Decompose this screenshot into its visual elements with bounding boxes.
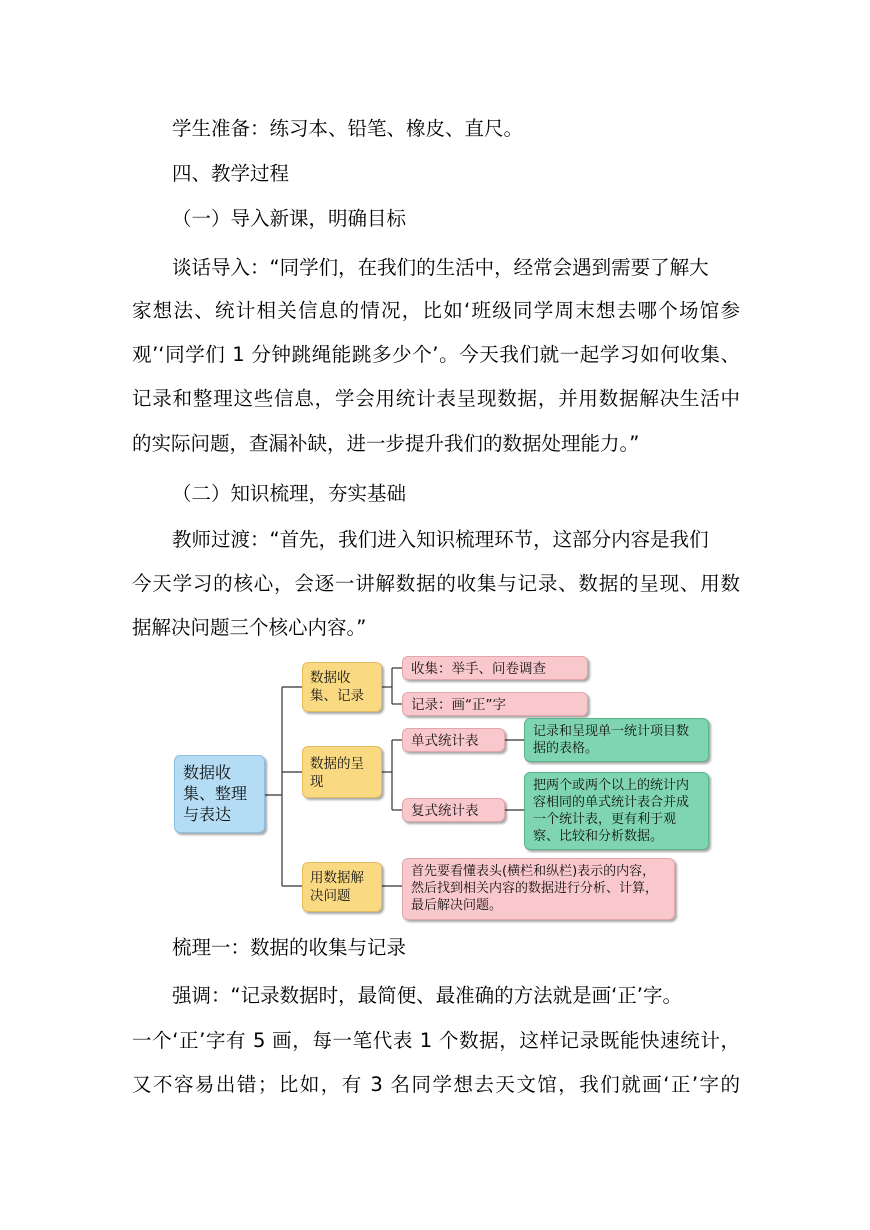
leaf-node-single-table	[402, 728, 505, 752]
branch-node-presentation	[302, 746, 382, 798]
section-heading-teaching-process: 四、教学过程	[172, 162, 290, 185]
emphasis-paragraph-line-1: 强调：“记录数据时，最简便、最准确的方法就是画‘正’字。	[172, 984, 682, 1007]
intro-paragraph-line-1: 谈话导入：“同学们，在我们的生活中，经常会遇到需要了解大	[172, 256, 709, 279]
knowledge-mind-map	[172, 654, 712, 926]
branch-node-problem-solving-label: 用数据解决问题	[310, 870, 364, 904]
subheading-knowledge-review: （二）知识梳理，夯实基础	[172, 482, 407, 505]
branch-node-collection	[302, 662, 382, 712]
intro-paragraph-line-3: 观’‘同学们 1 分钟跳绳能跳多少个’。今天我们就一起学习如何收集、	[132, 343, 740, 366]
subheading-review-one: 梳理一：数据的收集与记录	[172, 936, 407, 959]
intro-paragraph-line-2: 家想法、统计相关信息的情况，比如‘班级同学周末想去哪个场馆参	[132, 299, 740, 322]
root-node-label: 数据收集、整理与表达	[183, 763, 248, 824]
transition-paragraph-line-3: 据解决问题三个核心内容。”	[132, 616, 367, 639]
note-compound-table-text: 把两个或两个以上的统计内容相同的单式统计表合并成一个统计表，更有利于观察、比较和分析数据。	[533, 778, 690, 844]
branch-node-problem-solving	[302, 862, 382, 912]
emphasis-paragraph-line-3: 又不容易出错；比如，有 3 名同学想去天文馆，我们就画‘正’字的	[132, 1073, 740, 1096]
note-single-table	[524, 718, 709, 762]
note-problem-solving-text: 首先要看懂表头(横栏和纵栏)表示的内容，然后找到相关内容的数据进行分析、计算，最后解决问题。	[411, 864, 659, 913]
intro-paragraph-line-5: 的实际问题，查漏补缺，进一步提升我们的数据处理能力。”	[132, 432, 640, 455]
emphasis-paragraph-line-2: 一个‘正’字有 5 画，每一笔代表 1 个数据，这样记录既能快速统计，	[132, 1029, 740, 1052]
transition-paragraph-line-1: 教师过渡：“首先，我们进入知识梳理环节，这部分内容是我们	[172, 528, 709, 551]
root-node	[174, 755, 265, 833]
subheading-intro: （一）导入新课，明确目标	[172, 207, 407, 230]
note-single-table-text: 记录和呈现单一统计项目数据的表格。	[533, 724, 690, 756]
leaf-node-record-method-label: 记录：画“正”字	[411, 697, 506, 713]
branch-node-presentation-label: 数据的呈现	[310, 756, 364, 790]
leaf-node-collection-methods-label: 收集：举手、问卷调查	[411, 661, 546, 677]
leaf-node-compound-table-label: 复式统计表	[411, 803, 479, 819]
student-preparation-line: 学生准备：练习本、铅笔、橡皮、直尺。	[172, 117, 524, 140]
transition-paragraph-line-2: 今天学习的核心，会逐一讲解数据的收集与记录、数据的呈现、用数	[132, 572, 740, 595]
note-problem-solving	[402, 858, 675, 920]
leaf-node-record-method	[402, 692, 588, 716]
leaf-node-compound-table	[402, 798, 505, 822]
leaf-node-single-table-label: 单式统计表	[411, 733, 479, 749]
intro-paragraph-line-4: 记录和整理这些信息，学会用统计表呈现数据，并用数据解决生活中	[132, 387, 740, 410]
note-compound-table	[524, 772, 709, 850]
branch-node-collection-label: 数据收集、记录	[310, 670, 364, 704]
leaf-node-collection-methods	[402, 656, 588, 680]
